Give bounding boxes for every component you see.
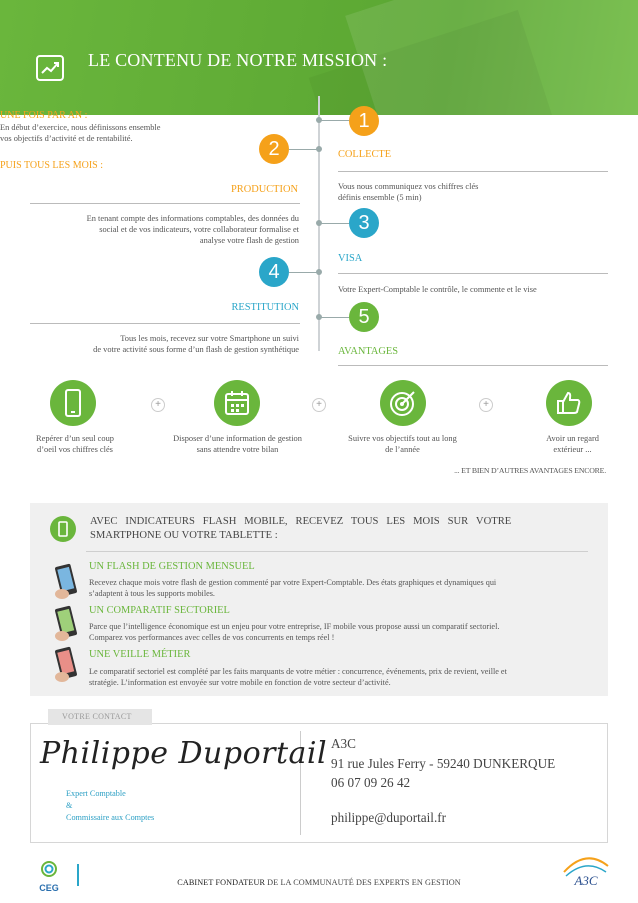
- email-link[interactable]: philippe@duportail.fr: [331, 810, 447, 825]
- monthly-label: PUIS TOUS LES MOIS :: [0, 160, 103, 171]
- calendar-icon: [214, 380, 260, 426]
- company-name: A3C: [331, 736, 356, 751]
- address: 91 rue Jules Ferry - 59240 DUNKERQUE: [331, 756, 556, 771]
- mobile-heading: AVEC INDICATEURS FLASH MOBILE, RECEVEZ TOUS LES MOIS SUR VOTRE: [90, 516, 512, 527]
- target-icon: [380, 380, 426, 426]
- role-line: Commissaire aux Comptes: [66, 813, 155, 822]
- once-text-2: vos objectifs d’activité et de rentabilité.: [0, 134, 133, 143]
- smartphone-icon: [50, 380, 96, 426]
- benefit-caption: Disposer d’une information de gestion sans attendre votre bilan: [173, 434, 302, 454]
- phone-screenshot-icon: [48, 604, 82, 642]
- feature-text: Parce que l’intelligence économique est un enjeu pour votre entreprise, IF mobile vous propose aussi un comparatif sectoriel.: [89, 622, 500, 631]
- step-text: social et de vos indicateurs, votre collaborateur formalise et: [99, 225, 299, 234]
- feature-text: Comparez vos performances avec celles de vos concurrents en temps réel !: [89, 633, 335, 642]
- step-number-2: 2: [259, 134, 289, 164]
- thumbs-up-icon: [546, 380, 592, 426]
- role-line: Expert Comptable: [66, 789, 126, 798]
- feature-text: Le comparatif sectoriel est complété par les faits marquants de votre métier : concurrence, événements, prix de revient, veille et: [89, 667, 507, 676]
- ceg-logo: CEG: [36, 860, 62, 890]
- step-number-1: 1: [349, 106, 379, 136]
- step-text: analyse votre flash de gestion: [199, 236, 299, 245]
- plus-sign: +: [479, 398, 493, 412]
- trend-chart-icon: [36, 55, 64, 81]
- benefit-caption: Repérer d’un seul coup d’oeil vos chiffres clés: [36, 434, 114, 454]
- benefit-caption: Suivre vos objectifs tout au long de l’année: [348, 434, 457, 454]
- role-line: &: [66, 801, 73, 810]
- step-text: définis ensemble (5 min): [338, 193, 422, 202]
- feature-title: UN FLASH DE GESTION MENSUEL: [89, 561, 255, 572]
- step-title-restitution: RESTITUTION: [231, 302, 299, 313]
- feature-title: UNE VEILLE MÉTIER: [89, 649, 191, 660]
- step-text: Votre Expert-Comptable le contrôle, le commente et le vise: [338, 285, 537, 294]
- mobile-phone-icon: [50, 516, 76, 542]
- feature-text: Recevez chaque mois votre flash de gestion commenté par votre Expert-Comptable. Des états graphiques et dynamiques qui: [89, 578, 497, 587]
- mobile-heading-2: SMARTPHONE OU VOTRE TABLETTE :: [90, 530, 278, 541]
- step-number-4: 4: [259, 257, 289, 287]
- once-label: UNE FOIS PAR AN :: [0, 110, 88, 121]
- step-title-avantages: AVANTAGES: [338, 346, 398, 357]
- benefit-caption: Avoir un regard extérieur ...: [546, 434, 599, 454]
- feature-title: UN COMPARATIF SECTORIEL: [89, 605, 230, 616]
- step-text: En tenant compte des informations comptables, des données du: [86, 214, 299, 223]
- step-text: Tous les mois, recevez sur votre Smartphone un suivi: [120, 334, 299, 343]
- more-benefits: ... ET BIEN D’AUTRES AVANTAGES ENCORE.: [454, 466, 606, 475]
- step-title-production: PRODUCTION: [231, 184, 298, 195]
- step-number-5: 5: [349, 302, 379, 332]
- step-title-collecte: COLLECTE: [338, 149, 392, 160]
- contact-tab: VOTRE CONTACT: [48, 709, 152, 725]
- page-title: LE CONTENU DE NOTRE MISSION :: [88, 50, 388, 70]
- feature-text: s’adaptent à tous les supports mobiles.: [89, 589, 215, 598]
- plus-sign: +: [312, 398, 326, 412]
- step-number-3: 3: [349, 208, 379, 238]
- feature-text: stratégie. L’information est envoyée sur votre mobile en fonction de votre secteur d’activité.: [89, 678, 391, 687]
- a3c-logo: A3C: [560, 852, 612, 896]
- phone-screenshot-icon: [48, 562, 82, 600]
- phone-screenshot-icon: [48, 645, 82, 683]
- step-text: Vous nous communiquez vos chiffres clés: [338, 182, 479, 191]
- signature: Philippe Duportail: [40, 736, 328, 771]
- step-title-visa: VISA: [338, 253, 363, 264]
- footer-text: CABINET FONDATEUR DE LA COMMUNAUTÉ DES EXPERTS EN GESTION: [177, 878, 461, 887]
- plus-sign: +: [151, 398, 165, 412]
- phone-number[interactable]: 06 07 09 26 42: [331, 775, 411, 790]
- once-text-1: En début d’exercice, nous définissons ensemble: [0, 123, 161, 132]
- step-text: de votre activité sous forme d’un flash de gestion synthétique: [93, 345, 299, 354]
